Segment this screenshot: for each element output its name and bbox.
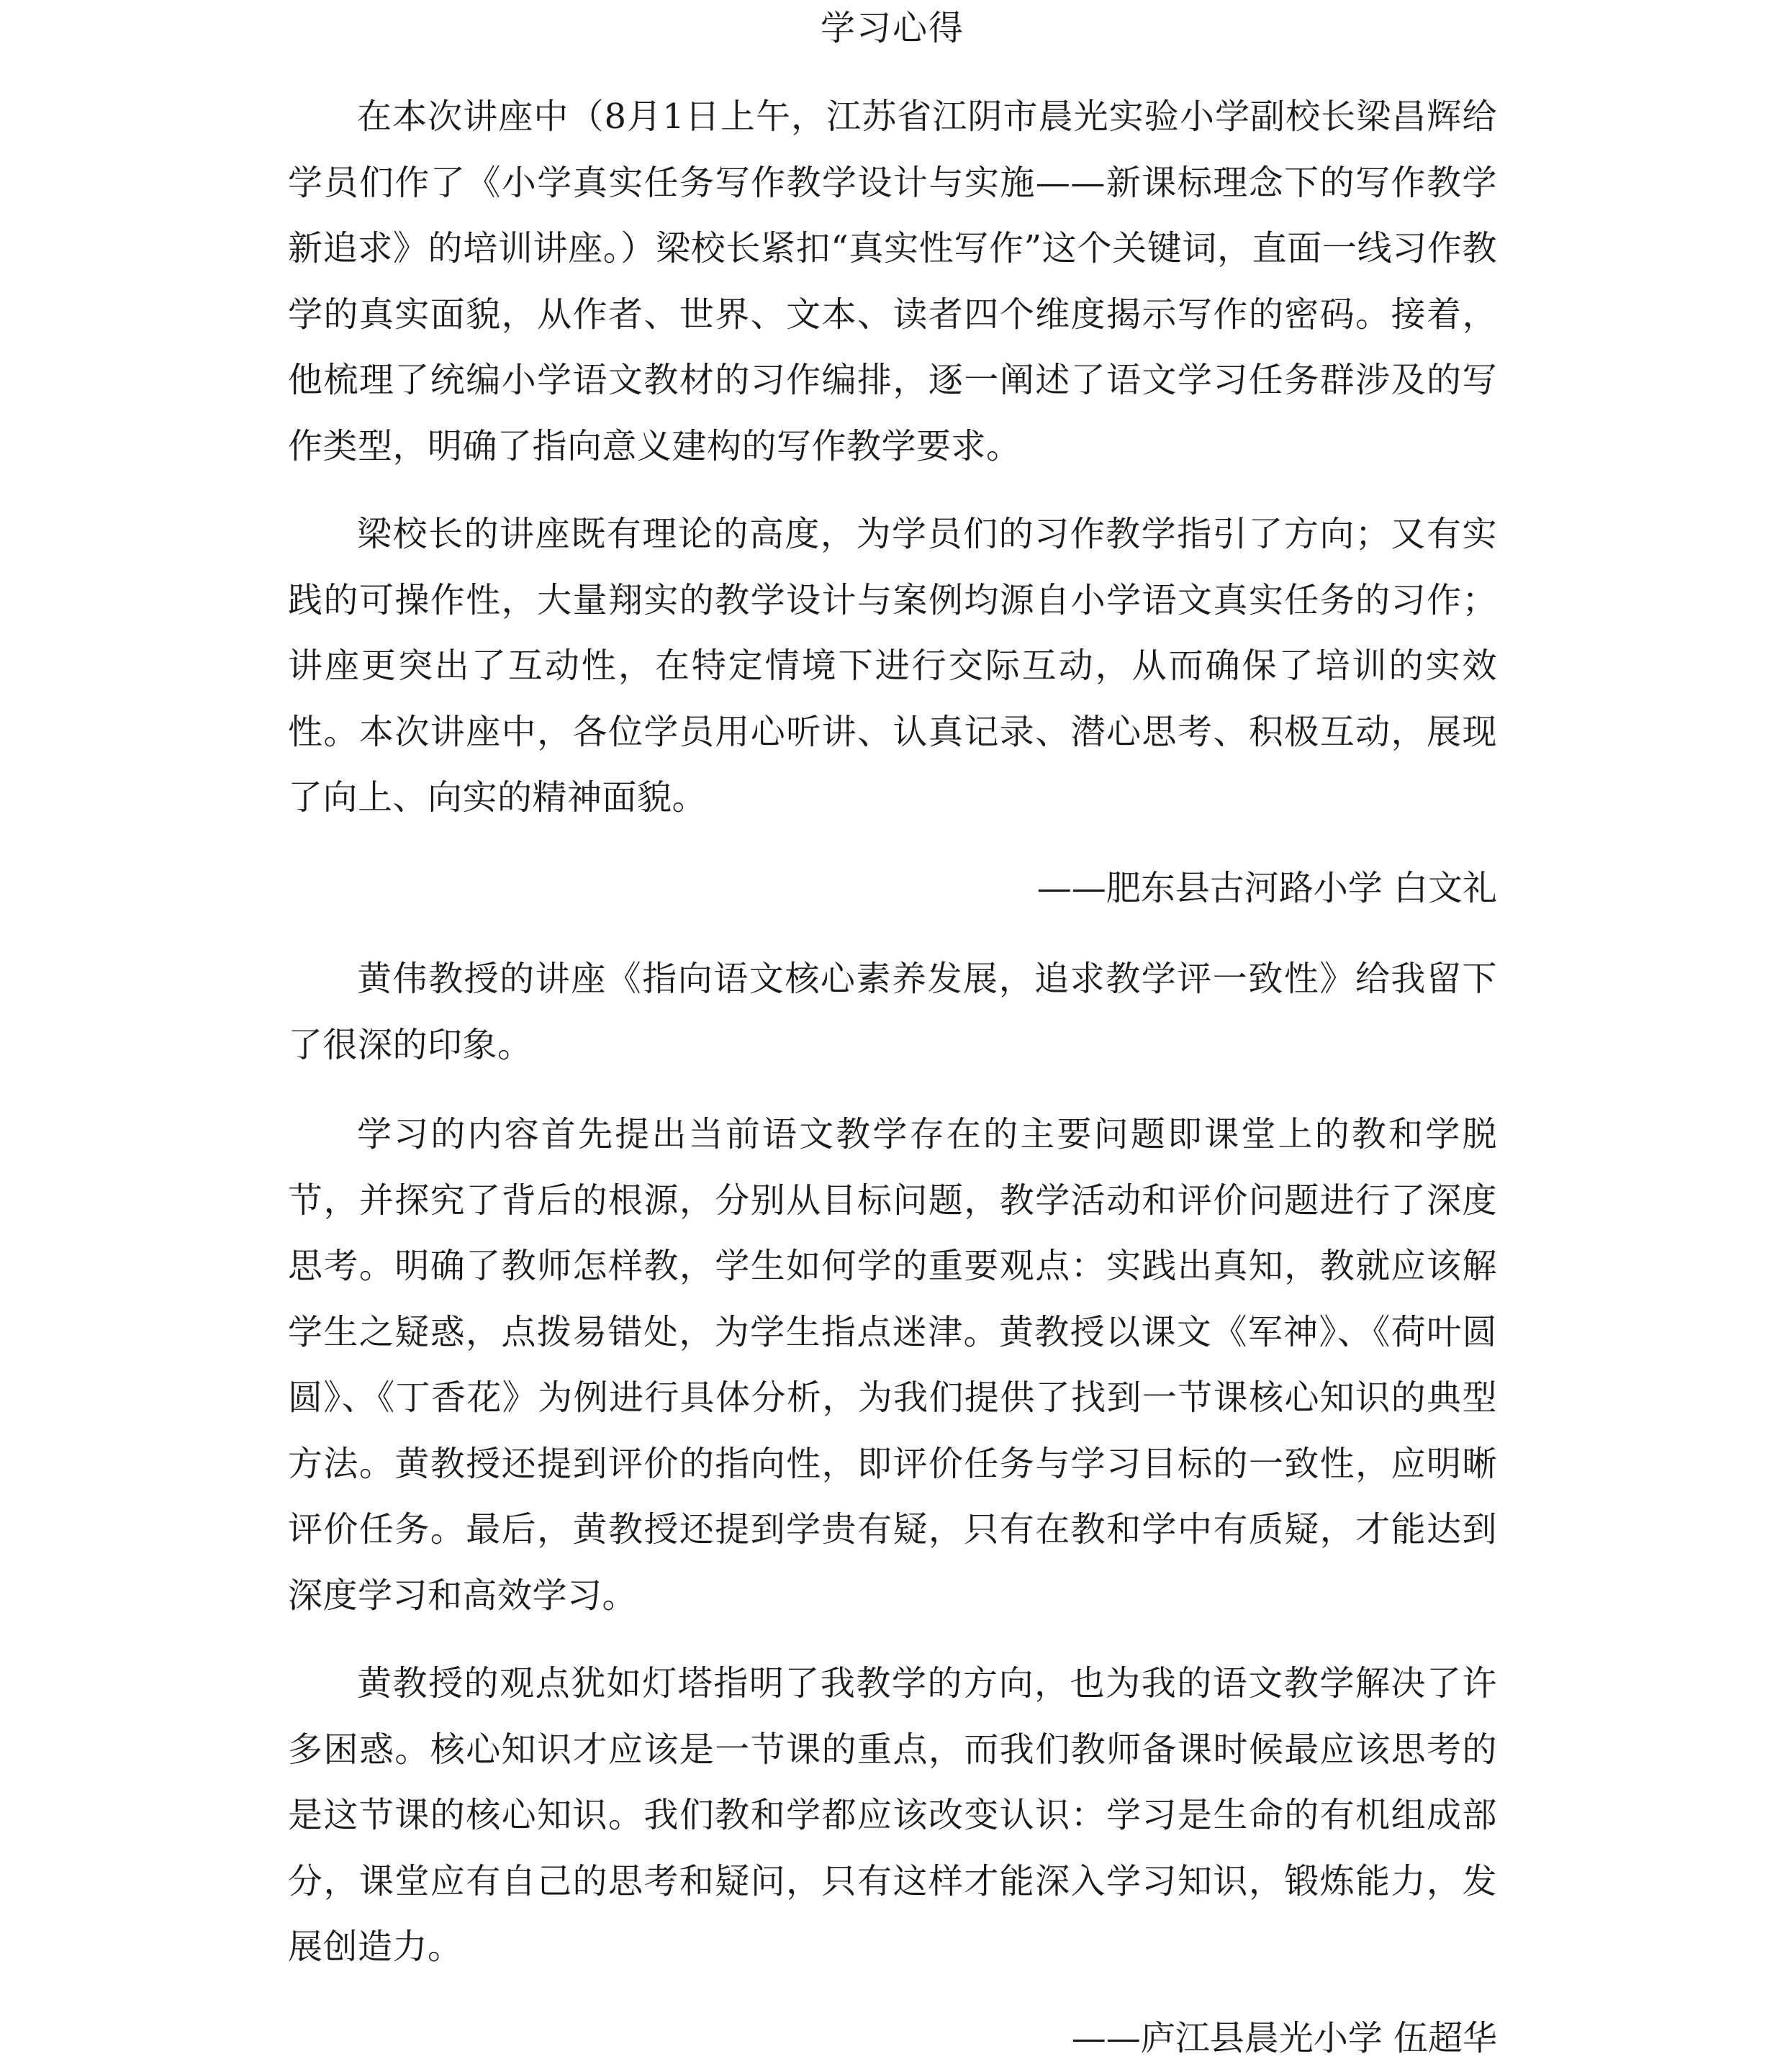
- paragraph-huang-lecture-reflection: 黄教授的观点犹如灯塔指明了我教学的方向，也为我的语文教学解决了许多困惑。核心知识才应该是一节课的重点，而我们教师备课时候最应该思考的是这节课的核心知识。我们教和学都应该改变认识：学习是生命的有机组成部分，课堂应有自己的思考和疑问，只有这样才能深入学习知识，锻炼能力，发展创造力。: [288, 1663, 1497, 1967]
- signature-author-1: ——肥东县古河路小学 白文礼: [1036, 868, 1497, 908]
- signature-author-2: ——庐江县晨光小学 伍超华: [1071, 2018, 1497, 2058]
- paragraph-lecture-evaluation: 梁校长的讲座既有理论的高度，为学员们的习作教学指引了方向；又有实践的可操作性，大量翔实的教学设计与案例均源自小学语文真实任务的习作；讲座更突出了互动性，在特定情境下进行交际互动，从而确保了培训的实效性。本次讲座中，各位学员用心听讲、认真记录、潜心思考、积极互动，展现了向上、向实的精神面貌。: [288, 514, 1497, 818]
- paragraph-huang-lecture-intro: 黄伟教授的讲座《指向语文核心素养发展，追求教学评一致性》给我留下了很深的印象。: [288, 959, 1497, 1065]
- document-title: 学习心得: [820, 8, 964, 48]
- paragraph-lecture-summary: 在本次讲座中（8月1日上午，江苏省江阴市晨光实验小学副校长梁昌辉给学员们作了《小学真实任务写作教学设计与实施——新课标理念下的写作教学新追求》的培训讲座。）梁校长紧扣“真实性写作”这个关键词，直面一线习作教学的真实面貌，从作者、世界、文本、读者四个维度揭示写作的密码。接着，他梳理了统编小学语文教材的习作编排，逐一阐述了语文学习任务群涉及的写作类型，明确了指向意义建构的写作教学要求。: [288, 96, 1497, 466]
- document-page: [288, 0, 1497, 2066]
- paragraph-huang-lecture-content: 学习的内容首先提出当前语文教学存在的主要问题即课堂上的教和学脱节，并探究了背后的根源，分别从目标问题，教学活动和评价问题进行了深度思考。明确了教师怎样教，学生如何学的重要观点：实践出真知，教就应该解学生之疑惑，点拨易错处，为学生指点迷津。黄教授以课文《军神》、《荷叶圆圆》、《丁香花》为例进行具体分析，为我们提供了找到一节课核心知识的典型方法。黄教授还提到评价的指向性，即评价任务与学习目标的一致性，应明晰评价任务。最后，黄教授还提到学贵有疑，只有在教和学中有质疑，才能达到深度学习和高效学习。: [288, 1114, 1497, 1616]
